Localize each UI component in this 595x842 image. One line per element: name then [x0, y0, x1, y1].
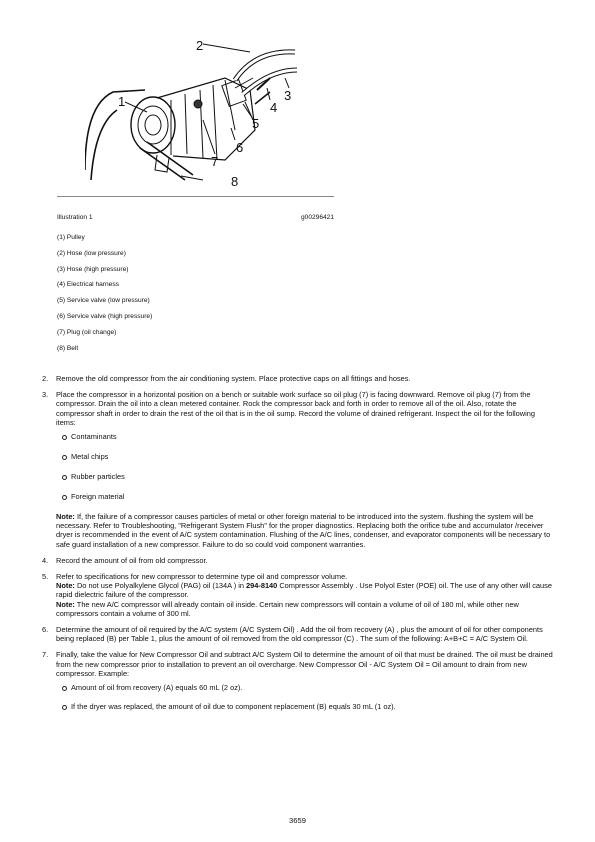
step-text: Place the compressor in a horizontal position on a bench or suitable work surface so oil plug (7) is facing downward. Remove oil plug (7) from the compressor. Drain the oil into a clean metered container. Rock the compressor back and forth in order to remove all of the oil. Also, rotate the compressor shaft in order to drain the rest of the oil that is in the oil sump. Record the volume of drained refrigerant. Inspect the oil for the following items: — [56, 390, 535, 427]
note-text: Compressor Assembly . Use Polyol Ester (POE) oil. The use of any other will cause rapid dielectric failure of the compressor. — [56, 581, 552, 600]
list-item: Foreign material — [62, 492, 554, 512]
note-label: Note: — [56, 581, 75, 591]
note — [56, 512, 554, 549]
belt-line-lower — [91, 110, 117, 180]
legend-item: (2) Hose (low pressure) — [57, 249, 126, 257]
legend-item: (7) Plug (oil change) — [57, 328, 117, 336]
step-text: Determine the amount of oil required by the A/C system (A/C System Oil) . Add the oil from recovery (A) , plus the amount of oil for other components being replaced (B) per Table 1, plus the amount of oil removed from the old compressor (C) . The sum of the following: A+B+C = A/C System Oil. — [56, 625, 543, 644]
note — [56, 581, 554, 599]
note-label: Note: — [56, 599, 75, 609]
page-number: 3659 — [289, 816, 306, 825]
callout-5: 5 — [252, 116, 260, 131]
legend-item: (8) Belt — [57, 344, 79, 352]
callout-8: 8 — [231, 174, 239, 189]
step-number: 3. — [42, 390, 49, 400]
procedure-steps — [42, 374, 554, 721]
note — [56, 600, 554, 618]
legend-item: (6) Service valve (high pressure) — [57, 312, 153, 320]
example-list — [56, 683, 554, 711]
step-6 — [42, 625, 554, 643]
step-number: 2. — [42, 374, 49, 383]
figure-divider — [57, 196, 334, 197]
step-2 — [42, 374, 554, 383]
part-number: 294-8140 — [246, 581, 278, 591]
step-5 — [42, 572, 554, 618]
list-item: Amount of oil from recovery (A) equals 60 mL (2 oz). — [62, 683, 554, 692]
step-text: Finally, take the value for New Compressor Oil and subtract A/C System Oil to determine the amount of oil that must be drained. The oil must be drained from the new compressor prior to installation to prevent an oil overcharge. New Compressor Oil - A/C System Oil = Oil amount to drain from new compressor. Example: — [56, 650, 553, 678]
step-number: 7. — [42, 650, 49, 660]
step-number: 6. — [42, 625, 49, 635]
step-text: Refer to specifications for new compressor to determine type oil and compressor volume. — [56, 572, 348, 582]
caption-title: Illustration 1 — [57, 214, 93, 221]
compressor-illustration — [85, 30, 315, 190]
legend-item: (4) Electrical harness — [57, 281, 119, 289]
legend-item: (5) Service valve (low pressure) — [57, 297, 150, 305]
list-item: Rubber particles — [62, 472, 554, 492]
note-text: The new A/C compressor will already contain oil inside. Certain new compressors will contain a volume of oil of 180 ml, while other new compressors contain a volume of 300 ml. — [56, 599, 519, 618]
callout-1: 1 — [118, 94, 126, 109]
legend-item: (3) Hose (high pressure) — [57, 265, 129, 273]
note-text: If, the failure of a compressor causes particles of metal or other foreign material to be introduced into the system. flushing the system will be necessary. Refer to Troubleshooting, "Refrigerant System Flush" for the proper diagnostics. Replacing both the orifice tube and accumulator /receiver dryer is recommended in the event of A/C system contamination. Flushing of the A/C lines, condenser, and evaporator components will be necessary to safe guard installation of a new compressor. Failure to do so could void component warranties. — [56, 512, 551, 549]
callout-7: 7 — [211, 154, 219, 169]
note-text: Do not use Polyalkylene Glycol (PAG) oil (134A ) in — [74, 581, 247, 591]
figure-legend — [57, 234, 152, 360]
callout-6: 6 — [236, 140, 244, 155]
callout-4: 4 — [270, 100, 278, 115]
step-text: Remove the old compressor from the air conditioning system. Place protective caps on all fittings and hoses. — [56, 374, 411, 383]
step-number: 4. — [42, 555, 49, 565]
inspection-list — [56, 432, 554, 512]
step-3 — [42, 390, 554, 549]
step-4 — [42, 556, 554, 565]
step-7 — [42, 650, 554, 711]
list-item: Contaminants — [62, 432, 554, 452]
legend-item: (1) Pulley — [57, 234, 85, 241]
list-item: Metal chips — [62, 452, 554, 472]
callout-3: 3 — [284, 88, 292, 103]
callout-2: 2 — [196, 38, 204, 53]
list-item: If the dryer was replaced, the amount of oil due to component replacement (B) equals 30 mL (1 oz). — [62, 702, 554, 711]
note-label: Note: — [56, 512, 75, 522]
compressor-drawing — [85, 30, 315, 190]
step-text: Record the amount of oil from old compressor. — [56, 555, 208, 565]
step-number: 5. — [42, 572, 49, 582]
caption-graphic-id: g00296421 — [300, 214, 334, 221]
